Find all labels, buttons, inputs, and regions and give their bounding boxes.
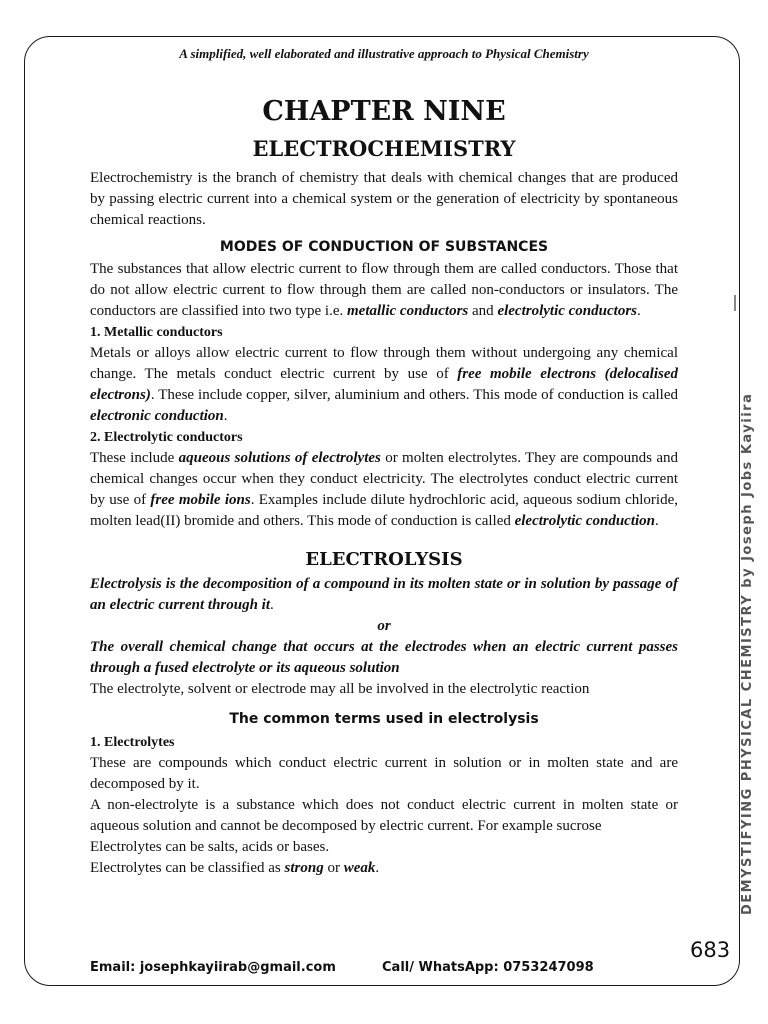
or-separator: or [377, 618, 391, 634]
book-title-sidebar: DEMYSTIFYING PHYSICAL CHEMISTRY by Joseph Jobs Kayiira [740, 392, 755, 915]
chapter-subtitle: ELECTROCHEMISTRY [252, 136, 516, 161]
term-electronic-conduction: electronic conduction [90, 408, 224, 424]
metallic-paragraph: Metals or alloys allow electric current to flow through them without undergoing any chemical change. The metals conduct electric current by use of free mobile electrons (delocalised electrons). These include copper, silver, aluminium and others. This mode of conduction is called electronic conduction. [90, 345, 678, 424]
electrolysis-definition-2: The overall chemical change that occurs at the electrodes when an electric current passes through a fused electrolyte or its aqueous solution [90, 639, 678, 676]
electrolysis-definition-1: Electrolysis is the decomposition of a compound in its molten state or in solution by passage of an electric current through it. [90, 576, 678, 613]
modes-paragraph: The substances that allow electric current to flow through them are called conductors. Those that do not allow electric current to flow through them are called non-conductors or insulators. The conductors are classified into two type i.e. metallic conductors and electrolytic conductors. [90, 261, 678, 319]
page-content [90, 92, 678, 879]
footer-phone: Call/ WhatsApp: 0753247098 [382, 960, 594, 975]
term-weak: weak [343, 860, 376, 876]
electrolytes-paragraph-4: Electrolytes can be classified as strong or weak. [90, 860, 380, 876]
electrolytes-paragraph-1: These are compounds which conduct electric current in solution or in molten state and are decomposed by it. [90, 755, 678, 792]
modes-heading: MODES OF CONDUCTION OF SUBSTANCES [219, 239, 549, 255]
footer [90, 960, 650, 975]
electrolytic-label: 2. Electrolytic conductors [90, 430, 243, 445]
page-number: 683 [690, 938, 731, 962]
running-header: A simplified, well elaborated and illustrative approach to Physical Chemistry [179, 46, 589, 61]
term-electrolytic-conduction: electrolytic conduction [514, 513, 655, 529]
intro-paragraph: Electrochemistry is the branch of chemistry that deals with chemical changes that are produced by passing electric current into a chemical system or the generation of electricity by spontaneous chemical reactions. [90, 170, 678, 228]
term-electrolytic-conductors: electrolytic conductors [497, 303, 637, 319]
electrolysis-heading: ELECTROLYSIS [305, 549, 463, 570]
electrolytes-paragraph-2: A non-electrolyte is a substance which does not conduct electric current in molten state or aqueous solution and cannot be decomposed by electric current. For example sucrose [90, 797, 678, 834]
term-metallic-conductors: metallic conductors [347, 303, 469, 319]
electrolytic-paragraph: These include aqueous solutions of electrolytes or molten electrolytes. They are compounds and chemical changes occur when they conduct electricity. The electrolytes conduct electric current by use of free mobile ions. Examples include dilute hydrochloric acid, aqueous sodium chloride, molten lead(II) bromide and others. This mode of conduction is called electrolytic conduction. [90, 450, 679, 529]
electrolytes-label: 1. Electrolytes [90, 735, 175, 750]
electrolysis-note: The electrolyte, solvent or electrode may all be involved in the electrolytic reaction [90, 681, 590, 697]
term-strong: strong [284, 860, 324, 876]
electrolytes-paragraph-3: Electrolytes can be salts, acids or bases. [90, 839, 330, 855]
footer-email: Email: josephkayiirab@gmail.com [90, 960, 336, 975]
chapter-title: CHAPTER NINE [262, 96, 506, 127]
term-aqueous-solutions: aqueous solutions of electrolytes [178, 450, 381, 466]
terms-heading: The common terms used in electrolysis [229, 711, 539, 727]
term-free-electrons: free mobile electrons (delocalised electrons) [90, 366, 678, 403]
term-free-ions: free mobile ions [150, 492, 251, 508]
sidebar-divider [734, 295, 736, 311]
metallic-label: 1. Metallic conductors [90, 325, 223, 340]
